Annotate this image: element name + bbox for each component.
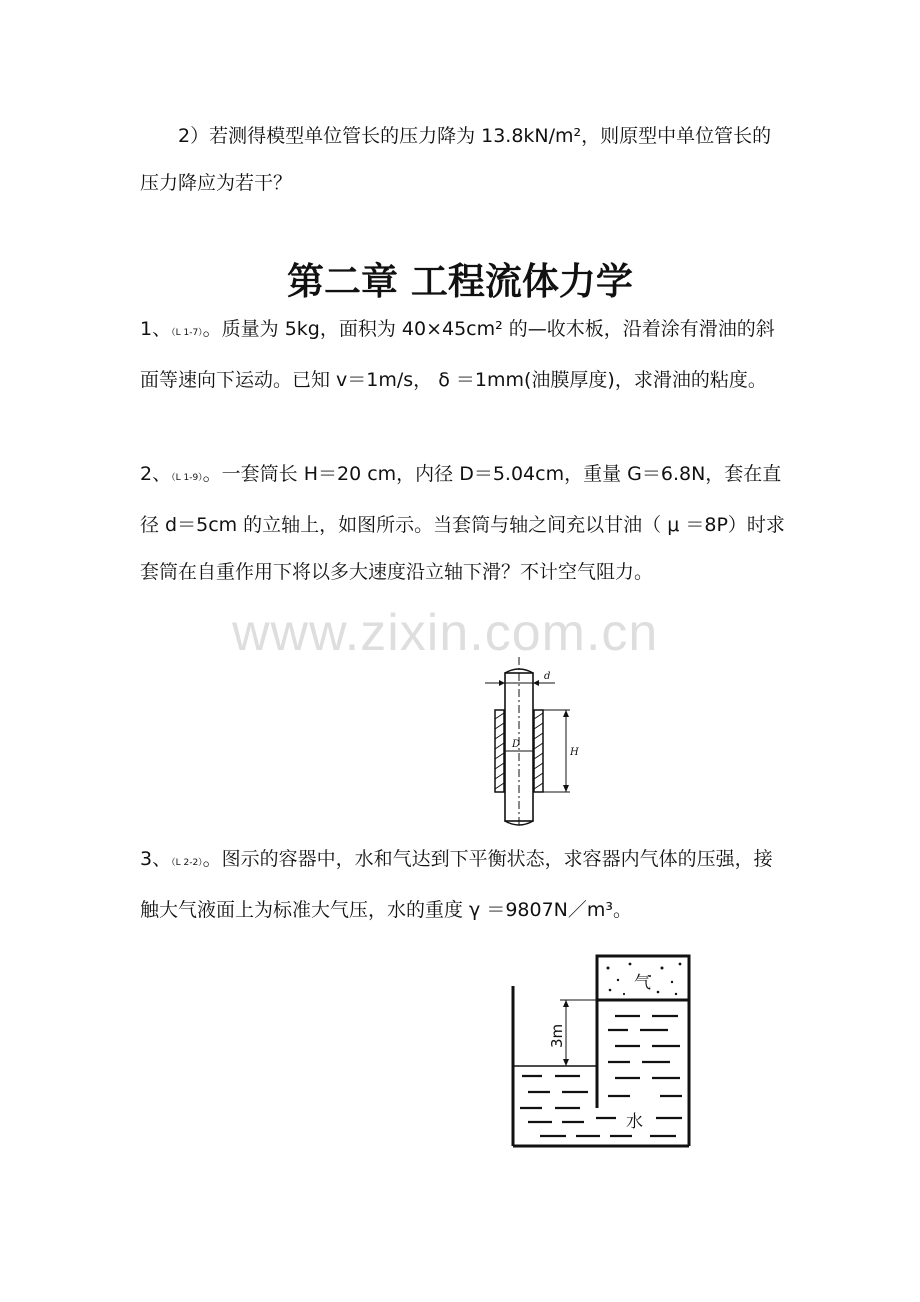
question-2 [140,451,790,596]
paragraph-continuation: 2）若测得模型单位管长的压力降为 13.8kN/m²，则原型中单位管长的压力降应为若干？ [140,125,772,194]
question-1 [140,306,790,404]
chapter-title: 第二章 工程流体力学 [287,260,633,303]
label-water: 水 [626,1112,643,1132]
question-1-tag: （L 1-7） [171,328,203,338]
label-H: H [570,747,579,758]
label-height: 3m [548,1023,566,1048]
question-1-text: 。质量为 5kg，面积为 40×45cm² 的—收木板，沿着涂有滑油的斜面等速向下运动。已知 v＝1m/s， δ ＝1mm(油膜厚度)，求滑油的粘度。 [140,318,775,391]
question-2-text: 。一套筒长 H＝20 cm，内径 D＝5.04cm，重量 G＝6.8N，套在直径 d＝5cm 的立轴上，如图所示。当套筒与轴之间充以甘油（ μ ＝8P）时求套筒在自重作用下将以多大速度沿立轴下滑？不计空气阻力。 [140,463,785,583]
label-D: D [512,739,521,750]
label-d: d [544,671,551,682]
watermark: www.zixin.com.cn [232,604,659,662]
question-3-number: 3、 [140,848,172,870]
question-2-number: 2、 [140,463,172,485]
sleeve-shaft-figure [480,655,590,830]
question-3 [140,836,790,934]
question-1-number: 1、 [140,318,172,340]
question-3-text: 。图示的容器中，水和气达到下平衡状态，求容器内气体的压强，接触大气液面上为标准大气压，水的重度 γ ＝9807N／m³。 [140,848,773,921]
question-3-tag: （L 2-2） [171,858,203,868]
question-2-tag: （L 1-9） [171,473,203,483]
container-figure [500,950,700,1150]
label-gas: 气 [634,973,651,993]
